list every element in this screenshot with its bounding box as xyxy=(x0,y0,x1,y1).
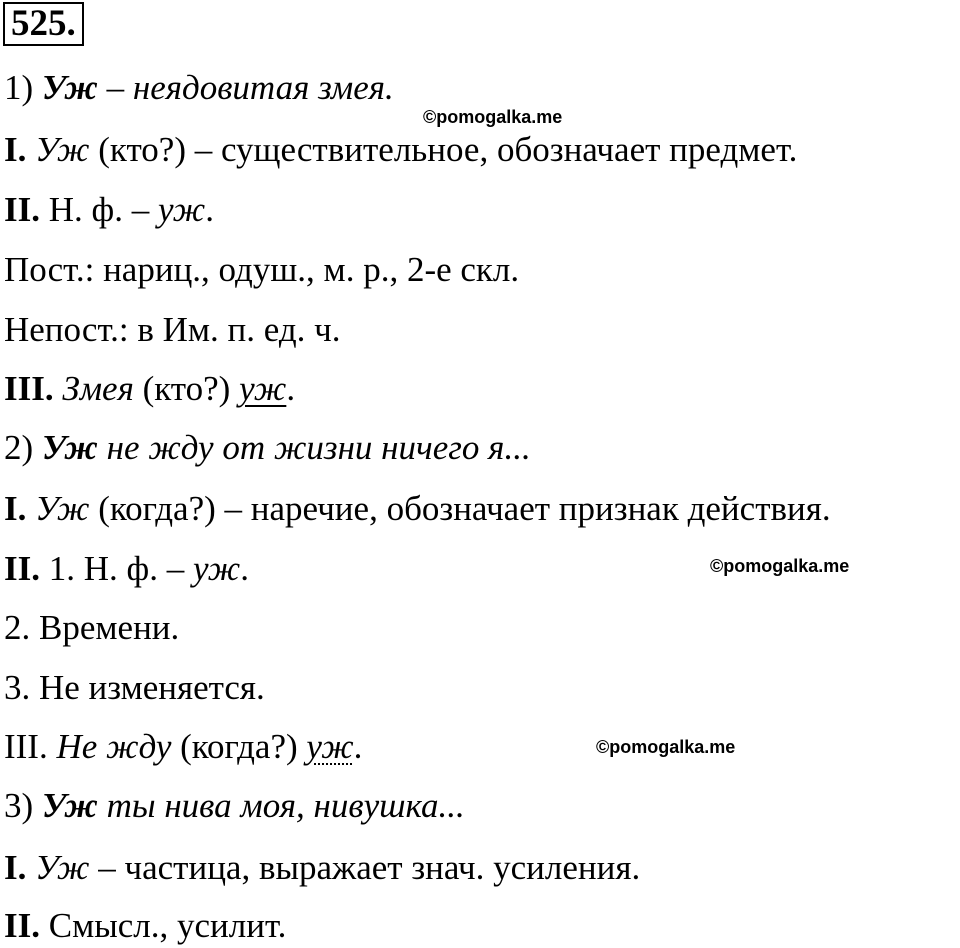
line-7 xyxy=(4,428,531,468)
text: II. xyxy=(4,190,40,229)
line-4 xyxy=(4,250,519,290)
text: III. xyxy=(4,369,54,408)
text: . xyxy=(353,727,363,766)
text: II. xyxy=(4,906,40,945)
line-6 xyxy=(4,369,295,409)
watermark: ©pomogalka.me xyxy=(423,107,563,127)
text: (когда?) – наречие, обозначает признак действия. xyxy=(89,489,831,528)
text: Уж xyxy=(41,68,98,107)
text: Уж xyxy=(41,786,98,825)
text: Не жду xyxy=(56,727,172,766)
text: уж xyxy=(192,549,241,588)
exercise-number: 525. xyxy=(3,2,84,46)
text: I. xyxy=(4,848,27,887)
text: I. xyxy=(4,130,27,169)
text: Уж xyxy=(35,848,90,887)
text: . xyxy=(240,549,249,588)
line-14 xyxy=(4,848,640,888)
text: Пост.: нариц., одуш., м. р., 2-е скл. xyxy=(4,250,520,289)
text xyxy=(26,130,35,169)
text: не жду от жизни ничего я... xyxy=(97,428,531,467)
text: ты нива моя, нивушка... xyxy=(97,786,465,825)
subject-underline: уж xyxy=(239,369,287,408)
text: – неядовитая змея. xyxy=(97,68,394,107)
line-8 xyxy=(4,489,831,529)
watermark: ©pomogalka.me xyxy=(596,737,736,757)
text xyxy=(26,489,35,528)
text: I. xyxy=(4,489,27,528)
line-2 xyxy=(4,130,797,170)
text: Змея xyxy=(62,369,134,408)
text: 3) xyxy=(4,786,42,825)
line-12 xyxy=(4,727,362,767)
text: 2. Времени. xyxy=(4,608,180,647)
text: (когда?) xyxy=(171,727,307,766)
text: 2) xyxy=(4,428,42,467)
line-15 xyxy=(4,906,286,946)
text: Уж xyxy=(35,130,90,169)
line-9 xyxy=(4,549,249,589)
text xyxy=(26,848,35,887)
text: . xyxy=(205,190,214,229)
text: (кто?) xyxy=(133,369,240,408)
line-1 xyxy=(4,68,394,108)
text: Уж xyxy=(41,428,98,467)
adverbial-underline: уж xyxy=(306,727,354,766)
text: Н. ф. – xyxy=(40,190,158,229)
line-5 xyxy=(4,310,341,350)
line-13 xyxy=(4,786,465,826)
text: . xyxy=(286,369,296,408)
text: 3. Не изменяется. xyxy=(4,668,265,707)
line-3 xyxy=(4,190,214,230)
text: 1. Н. ф. – xyxy=(40,549,193,588)
text: 1) xyxy=(4,68,42,107)
watermark: ©pomogalka.me xyxy=(710,556,850,576)
text: Уж xyxy=(35,489,90,528)
text: – частица, выражает знач. усиления. xyxy=(89,848,641,887)
text: Непост.: в Им. п. ед. ч. xyxy=(4,310,341,349)
text: (кто?) – существительное, обозначает предмет. xyxy=(89,130,798,169)
text: Смысл., усилит. xyxy=(40,906,287,945)
line-11 xyxy=(4,668,265,708)
text: II. xyxy=(4,549,40,588)
text: III. xyxy=(4,727,57,766)
text: уж xyxy=(157,190,206,229)
line-10 xyxy=(4,608,179,648)
